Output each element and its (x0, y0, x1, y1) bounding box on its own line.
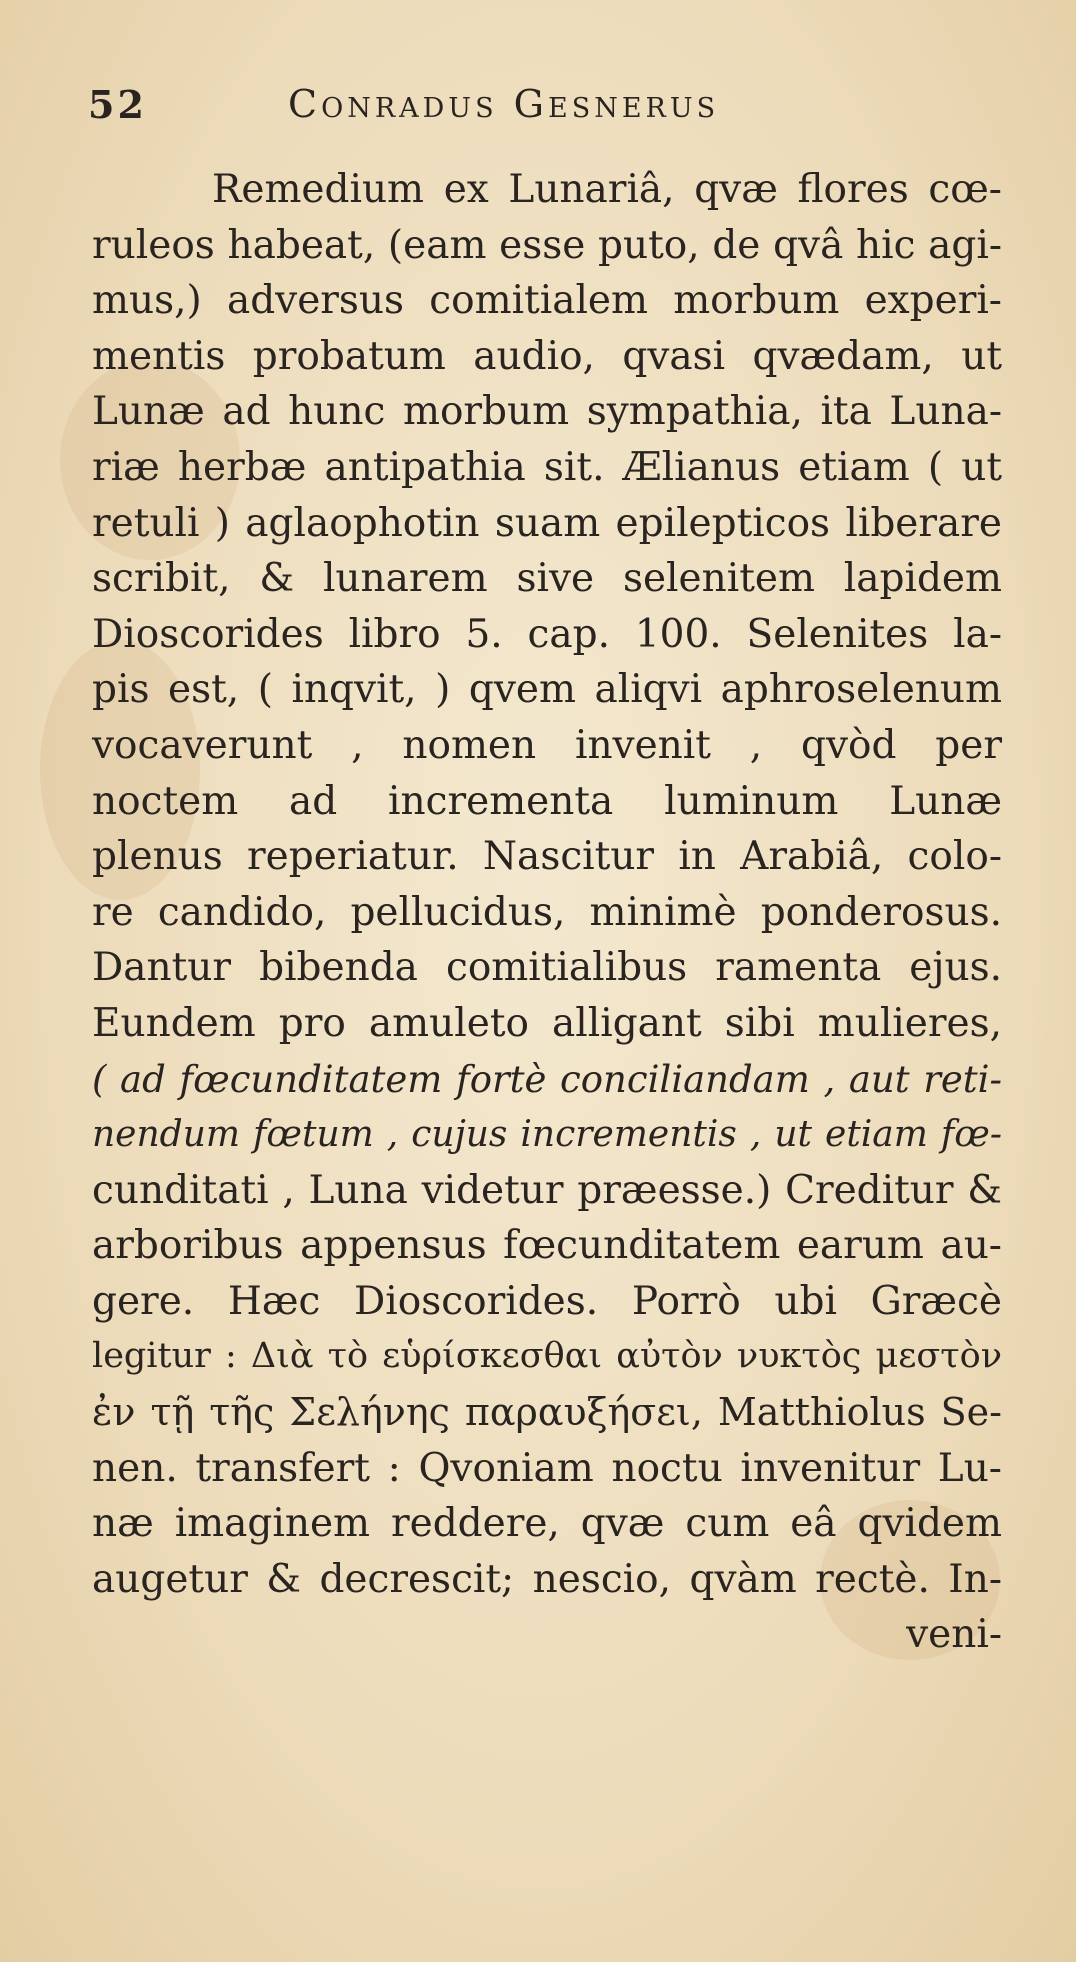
text-line: Remedium ex Lunariâ, qvæ flores cœ- (212, 167, 1002, 212)
text-line: augetur & decrescit; nescio, qvàm rectè. In- (92, 1556, 1002, 1602)
text-line: Dioscorides libro 5. cap. 100. Selenites la- (92, 611, 1002, 657)
text-line: cunditati , Luna videtur præesse.) Creditur & (92, 1167, 1002, 1213)
text-line: noctem ad incrementa luminum Lunæ (92, 778, 1002, 824)
text-line: gere. Hæc Dioscorides. Porrò ubi Græcè (92, 1278, 1002, 1324)
text-line: arboribus appensus fœcunditatem earum au- (92, 1223, 1002, 1269)
text-line: ruleos habeat, (eam esse puto, de qvâ hic agi- (92, 222, 1002, 268)
text-line: Eundem pro amuleto alligant sibi mulieres, (92, 1000, 1002, 1046)
text-line: mus,) adversus comitialem morbum experi- (92, 278, 1002, 324)
text-line: Dantur bibenda comitialibus ramenta ejus. (92, 945, 1002, 991)
catchword: veni- (906, 1612, 1002, 1658)
text-line: pis est, ( inqvit, ) qvem aliqvi aphroselenum (92, 667, 1002, 713)
text-line: plenus reperiatur. Nascitur in Arabiâ, colo- (92, 834, 1002, 880)
text-line-italic: ( ad fœcunditatem fortè conciliandam , aut reti- (92, 1057, 1002, 1101)
text-line: riæ herbæ antipathia sit. Ælianus etiam ( ut (92, 444, 1002, 490)
text-line: mentis probatum audio, qvasi qvædam, ut (92, 333, 1002, 379)
running-title: Conradus Gesnerus (288, 82, 720, 126)
text-line: scribit, & lunarem sive selenitem lapidem (92, 556, 1002, 602)
text-line: retuli ) aglaophotin suam epilepticos liberare (92, 500, 1002, 546)
page-number: 52 (88, 82, 147, 127)
text-line: Lunæ ad hunc morbum sympathia, ita Luna- (92, 389, 1002, 435)
text-line: vocaverunt , nomen invenit , qvòd per (92, 722, 1002, 768)
text-line: næ imaginem reddere, qvæ cum eâ qvidem (92, 1501, 1002, 1547)
text-line-italic: nendum fœtum , cujus incrementis , ut etiam fœ- (92, 1114, 1002, 1156)
text-line: ἐν τῇ τῆς Σελήνης παραυξήσει, Matthiolus Se- (92, 1390, 1002, 1435)
body-text (92, 162, 1002, 1663)
text-line: re candido, pellucidus, minimè ponderosus. (92, 889, 1002, 935)
text-line: legitur : Διὰ τὸ εὑρίσκεσθαι αὐτὸν νυκτὸς μεστὸν (92, 1336, 1002, 1377)
page-header (88, 82, 988, 132)
text-line: nen. transfert : Qvoniam noctu invenitur Lu- (92, 1445, 1002, 1491)
